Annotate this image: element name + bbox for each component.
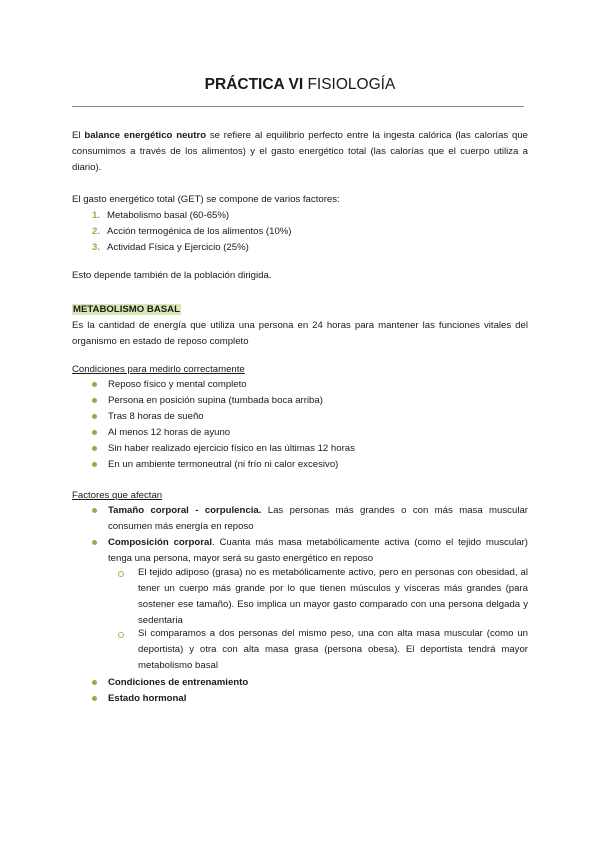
bullet-dot	[92, 540, 97, 545]
get-intro: El gasto energético total (GET) se compone de varios factores:	[72, 194, 340, 205]
bullet-dot	[92, 462, 97, 467]
condition-item: Sin haber realizado ejercicio físico en las últimas 12 horas	[108, 443, 355, 454]
condition-item: En un ambiente termoneutral (ni frío ni calor excesivo)	[108, 459, 339, 470]
bullet-dot	[92, 508, 97, 513]
bullet-dot	[92, 430, 97, 435]
get-item-1: 1. Metabolismo basal (60-65%)	[92, 210, 230, 221]
condition-item: Persona en posición supina (tumbada boca arriba)	[108, 395, 323, 406]
factor-item: Condiciones de entrenamiento	[108, 677, 249, 688]
bullet-dot	[92, 446, 97, 451]
intro-paragraph	[72, 128, 528, 176]
intro-before: El	[72, 130, 85, 141]
depends-text: Esto depende también de la población dirigida.	[72, 270, 272, 281]
bullet-dot	[92, 680, 97, 685]
intro-after: se refiere al equilibrio perfecto entre la ingesta calórica (las calorías que consumimos a través de los alimentos) y el gasto energético total (las calorías que el cuerpo utiliza a diario).	[72, 130, 529, 173]
condition-item: Tras 8 horas de sueño	[108, 411, 204, 422]
bullet-dot	[92, 398, 97, 403]
sub-bullet-circle	[118, 632, 124, 638]
mb-heading: METABOLISMO BASAL	[73, 304, 180, 315]
factor-item: Estado hormonal	[108, 693, 187, 704]
get-item-3: 3. Actividad Física y Ejercicio (25%)	[92, 242, 249, 253]
intro-bold: balance energético neutro	[84, 130, 207, 141]
title-rest: FISIOLOGÍA	[303, 76, 396, 93]
factors-heading: Factores que afectan	[72, 490, 163, 501]
subfactor-item: Si comparamos a dos personas del mismo peso, una con alta masa muscular (como un deportista) y otra con alta masa grasa (persona obesa). El deportista tendrá mayor metabolismo basal	[138, 628, 528, 671]
bullet-dot	[92, 414, 97, 419]
get-item-2: 2. Acción termogénica de los alimentos (10%)	[92, 226, 292, 237]
sub-bullet-circle	[118, 571, 124, 577]
conditions-heading: Condiciones para medirlo correctamente	[72, 364, 245, 375]
title-bold: PRÁCTICA VI	[204, 76, 304, 93]
mb-definition: Es la cantidad de energía que utiliza una persona en 24 horas para mantener las funciones vitales del organismo en estado de reposo completo	[72, 320, 528, 347]
bullet-dot	[92, 382, 97, 387]
factor-item: Composición corporal. Cuanta más masa metabólicamente activa (como el tejido muscular) tenga una persona, mayor será su gasto energético en reposo	[108, 537, 528, 564]
title-divider	[72, 106, 524, 107]
condition-item: Reposo físico y mental completo	[108, 379, 247, 390]
page-title	[72, 76, 528, 94]
bullet-dot	[92, 696, 97, 701]
subfactor-item: El tejido adiposo (grasa) no es metabólicamente activo, pero en personas con obesidad, al tener un cuerpo más grande por lo que tienen músculos y vísceras más grandes (para sostener ese tamaño). Eso implica un mayor gasto comparado con una persona delgada y sedentaria	[138, 567, 528, 626]
condition-item: Al menos 12 horas de ayuno	[108, 427, 231, 438]
factor-item: Tamaño corporal - corpulencia. Las personas más grandes o con más masa muscular consumen más energía en reposo	[108, 505, 528, 532]
